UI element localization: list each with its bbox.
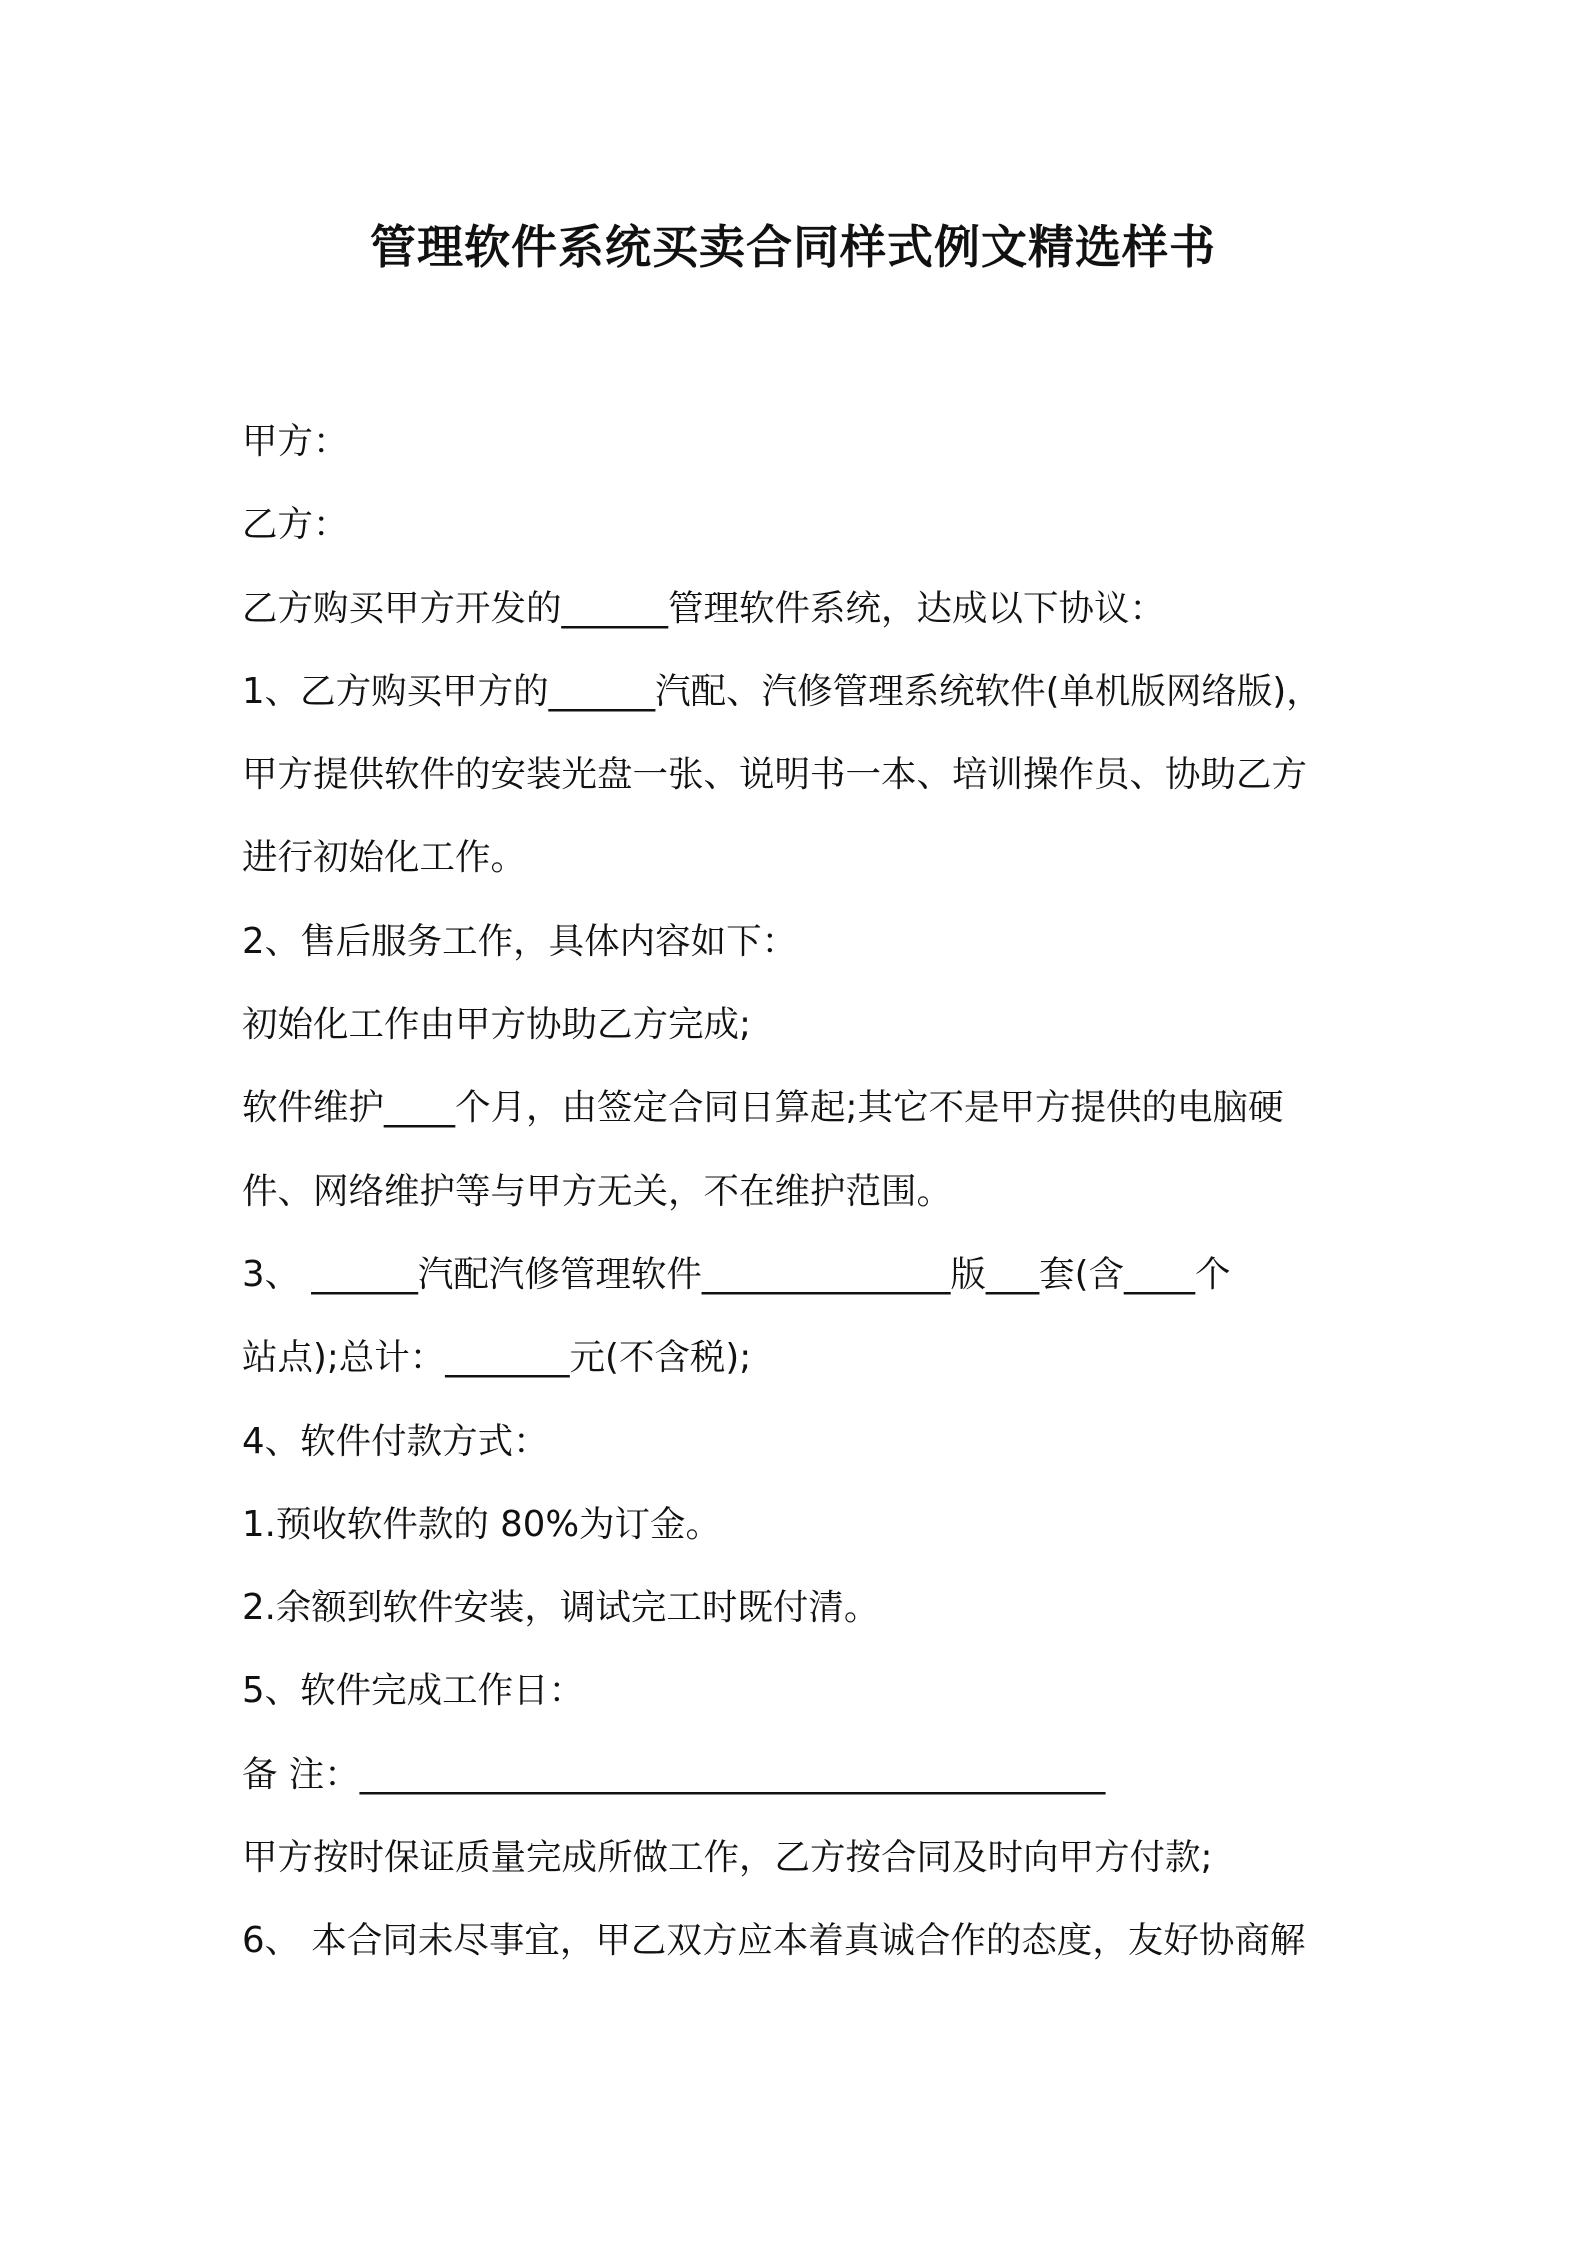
clause-4-item-2: 2.余额到软件安装，调试完工时既付清。 — [242, 1587, 880, 1629]
clause-5-line-1: 甲方按时保证质量完成所做工作，乙方按合同及时向甲方付款; — [242, 1837, 1213, 1879]
remarks-line: 备 注：__________________________________________ — [242, 1753, 1106, 1795]
clause-2-heading: 2、售后服务工作，具体内容如下： — [242, 920, 798, 962]
document-title: 管理软件系统买卖合同样式例文精选样书 — [370, 220, 1216, 274]
party-b-line: 乙方： — [242, 504, 349, 546]
clause-1-line-1: 1、乙方购买甲方的______汽配、汽修管理系统软件(单机版网络版)， — [242, 670, 1322, 712]
clause-5-heading: 5、软件完成工作日： — [242, 1670, 585, 1712]
clause-1-line-2: 甲方提供软件的安装光盘一张、说明书一本、培训操作员、协助乙方 — [242, 754, 1308, 796]
party-a-line: 甲方： — [242, 421, 349, 462]
clause-2-line-3: 件、网络维护等与甲方无关，不在维护范围。 — [242, 1170, 953, 1212]
clause-2-line-2: 软件维护____个月，由签定合同日算起;其它不是甲方提供的电脑硬 — [242, 1087, 1284, 1129]
clause-3-line-1: 3、 ______汽配汽修管理软件______________版___套(含____个 — [242, 1253, 1231, 1295]
agreement-intro: 乙方购买甲方开发的______管理软件系统，达成以下协议： — [242, 587, 1166, 629]
clause-3-line-2: 站点);总计：_______元(不含税); — [242, 1337, 752, 1379]
clause-6-line-1: 6、 本合同未尽事宜，甲乙双方应本着真诚合作的态度，友好协商解 — [242, 1920, 1306, 1962]
document-body — [242, 400, 1352, 1983]
clause-4-heading: 4、软件付款方式： — [242, 1420, 549, 1462]
clause-4-item-1: 1.预收软件款的 80%为订金。 — [242, 1503, 722, 1545]
clause-1-line-3: 进行初始化工作。 — [242, 837, 527, 879]
clause-2-line-1: 初始化工作由甲方协助乙方完成; — [242, 1004, 751, 1046]
